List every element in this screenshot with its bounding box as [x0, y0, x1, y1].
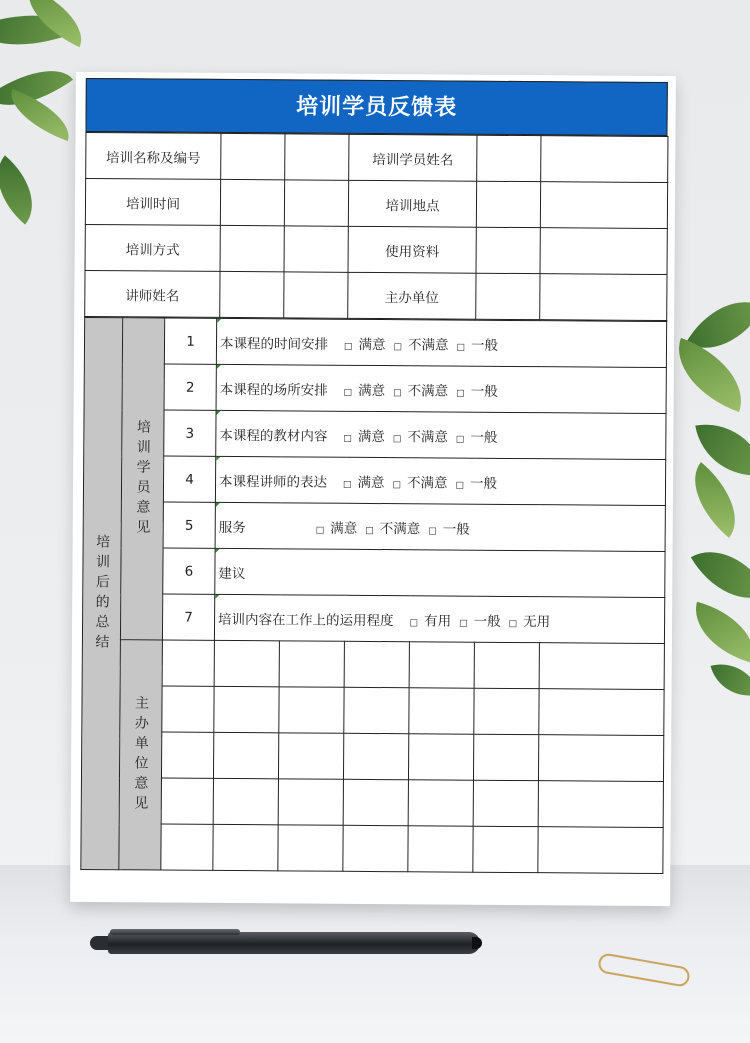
question-text: 培训内容在工作上的运用程度 [218, 611, 394, 629]
organizer-row [82, 639, 664, 689]
question-row [84, 409, 666, 459]
organizer-input-cell[interactable] [539, 689, 664, 736]
checkbox-option[interactable] [393, 333, 456, 353]
organizer-input-cell[interactable] [344, 641, 409, 687]
info-value-cell[interactable] [220, 271, 284, 317]
organizer-input-cell[interactable] [343, 825, 408, 871]
organizer-input-cell[interactable] [213, 824, 278, 870]
checkbox-icon[interactable]: □ [343, 433, 352, 444]
checkbox-icon[interactable]: □ [428, 525, 437, 536]
question-row [84, 317, 666, 367]
checkbox-option[interactable] [410, 609, 460, 629]
question-text: 本课程的场所安排 [219, 381, 328, 399]
info-value-cell[interactable] [540, 182, 667, 229]
option-label: 不满意 [407, 428, 448, 446]
checkbox-option[interactable] [428, 517, 478, 537]
option-label: 满意 [330, 520, 358, 537]
organizer-row [81, 823, 663, 873]
organizer-input-cell[interactable] [214, 640, 279, 686]
checkbox-icon[interactable]: □ [392, 479, 402, 490]
organizer-input-cell[interactable] [161, 778, 213, 824]
option-label: 一般 [470, 337, 499, 354]
question-number: 7 [162, 594, 214, 640]
question-cell [216, 364, 666, 413]
organizer-input-cell[interactable] [408, 826, 473, 872]
info-value-cell[interactable] [476, 227, 540, 273]
checkbox-option[interactable] [459, 609, 509, 629]
organizer-input-cell[interactable] [343, 779, 408, 825]
checkbox-option[interactable] [343, 470, 393, 490]
info-value-cell[interactable] [284, 180, 348, 226]
info-label: 培训时间 [85, 178, 220, 225]
organizer-input-cell[interactable] [408, 780, 473, 826]
organizer-input-cell[interactable] [213, 732, 278, 778]
organizer-row [81, 777, 663, 827]
info-value-cell[interactable] [476, 181, 540, 227]
question-number: 1 [164, 318, 216, 364]
question-cell [215, 502, 665, 551]
organizer-input-cell[interactable] [279, 687, 344, 733]
option-label: 不满意 [407, 382, 449, 400]
organizer-input-cell[interactable] [408, 734, 473, 780]
organizer-input-cell[interactable] [538, 827, 663, 874]
info-label: 使用资料 [348, 226, 476, 273]
student-opinion-label: 培训学员意见 [120, 318, 164, 640]
info-value-cell[interactable] [221, 133, 285, 179]
option-label: 一般 [470, 383, 498, 400]
question-cell [215, 456, 665, 505]
info-label: 培训学员姓名 [349, 134, 477, 181]
question-row [83, 501, 665, 551]
checkbox-option[interactable] [344, 332, 394, 352]
form-title: 培训学员反馈表 [85, 78, 667, 136]
organizer-opinion-label: 主办单位意见 [119, 640, 163, 870]
checkbox-option[interactable] [456, 379, 506, 399]
question-text: 服务 [218, 519, 246, 536]
organizer-input-cell[interactable] [278, 733, 343, 779]
info-value-cell[interactable] [540, 274, 667, 321]
option-label: 无用 [523, 613, 551, 630]
organizer-input-cell[interactable] [474, 642, 539, 688]
question-row [83, 455, 665, 505]
checkbox-icon[interactable]: □ [342, 479, 352, 490]
organizer-input-cell[interactable] [343, 733, 408, 779]
info-label: 培训方式 [85, 224, 220, 271]
info-value-cell[interactable] [284, 226, 348, 272]
paper-sheet [70, 72, 676, 906]
question-number: 5 [163, 502, 215, 548]
checkbox-icon[interactable]: □ [455, 434, 465, 445]
organizer-row [82, 685, 664, 735]
organizer-input-cell[interactable] [161, 732, 213, 778]
option-label: 不满意 [407, 474, 448, 492]
info-row [85, 224, 667, 274]
organizer-input-cell[interactable] [538, 781, 663, 828]
option-label: 一般 [473, 613, 501, 630]
checkbox-option[interactable] [344, 378, 394, 398]
info-value-cell[interactable] [284, 272, 348, 318]
question-number: 4 [163, 456, 215, 502]
feedback-form [80, 78, 668, 874]
checkbox-option[interactable] [456, 471, 506, 491]
info-value-cell[interactable] [541, 136, 668, 183]
organizer-input-cell[interactable] [278, 779, 343, 825]
checkbox-icon[interactable]: □ [456, 342, 466, 353]
checkbox-icon[interactable]: □ [343, 387, 353, 398]
checkbox-icon[interactable]: □ [409, 617, 419, 628]
option-label: 一般 [442, 520, 470, 538]
question-number: 2 [164, 364, 216, 410]
organizer-row [81, 731, 663, 781]
option-label: 不满意 [407, 336, 449, 354]
organizer-input-cell[interactable] [473, 826, 538, 872]
question-cell [216, 410, 666, 459]
info-label: 培训地点 [348, 180, 476, 227]
option-label: 一般 [470, 429, 498, 446]
question-row [83, 547, 665, 597]
option-label: 满意 [358, 382, 386, 399]
question-text: 建议 [218, 565, 246, 582]
checkbox-icon[interactable]: □ [455, 480, 465, 491]
checkbox-option[interactable] [509, 609, 559, 629]
checkbox-option[interactable] [393, 471, 456, 491]
option-label: 有用 [424, 612, 452, 630]
question-cell [214, 594, 664, 643]
checkbox-icon[interactable]: □ [343, 341, 353, 352]
checkbox-icon[interactable]: □ [393, 387, 402, 398]
organizer-input-cell[interactable] [279, 641, 344, 687]
checkbox-option[interactable] [393, 379, 456, 399]
organizer-input-cell[interactable] [474, 688, 539, 734]
option-label: 不满意 [379, 520, 421, 537]
question-number: 3 [164, 410, 216, 456]
info-value-cell[interactable] [220, 225, 284, 271]
checkbox-option[interactable] [456, 425, 506, 445]
info-value-cell[interactable] [220, 179, 284, 225]
question-cell [215, 548, 665, 597]
organizer-input-cell[interactable] [344, 687, 409, 733]
checkbox-icon[interactable]: □ [392, 433, 402, 444]
option-label: 满意 [357, 474, 385, 491]
checkbox-option[interactable] [343, 424, 393, 444]
organizer-input-cell[interactable] [409, 642, 474, 688]
checkbox-option[interactable] [365, 516, 428, 536]
question-cell [216, 318, 666, 367]
info-label: 讲师姓名 [85, 270, 220, 317]
organizer-input-cell[interactable] [409, 688, 474, 734]
question-text: 本课程的时间安排 [219, 335, 329, 353]
organizer-input-cell[interactable] [473, 780, 538, 826]
option-label: 满意 [358, 336, 386, 353]
checkbox-icon[interactable]: □ [365, 525, 374, 536]
question-row [82, 593, 664, 643]
question-row [84, 363, 666, 413]
organizer-input-cell[interactable] [539, 643, 664, 690]
option-label: 满意 [357, 428, 385, 445]
info-value-cell[interactable] [285, 134, 349, 180]
feedback-table [80, 317, 667, 874]
organizer-input-cell[interactable] [162, 640, 214, 686]
info-table [84, 132, 668, 321]
info-value-cell[interactable] [540, 228, 667, 275]
question-text: 本课程讲师的表达 [218, 473, 328, 491]
option-label: 一般 [470, 475, 498, 492]
organizer-input-cell[interactable] [214, 686, 279, 732]
checkbox-icon[interactable]: □ [456, 388, 465, 399]
info-row [85, 178, 667, 228]
checkbox-option[interactable] [393, 425, 456, 445]
info-value-cell[interactable] [477, 135, 541, 181]
info-label: 培训名称及编号 [86, 132, 221, 179]
organizer-input-cell[interactable] [213, 778, 278, 824]
checkbox-icon[interactable]: □ [315, 525, 325, 536]
question-text: 本课程的教材内容 [219, 427, 328, 445]
checkbox-icon[interactable]: □ [459, 618, 468, 629]
checkbox-icon[interactable]: □ [508, 618, 518, 629]
info-row [85, 270, 667, 320]
checkbox-option[interactable] [316, 516, 366, 536]
info-value-cell[interactable] [476, 273, 540, 319]
organizer-input-cell[interactable] [538, 735, 663, 782]
question-number: 6 [163, 548, 215, 594]
info-row [86, 132, 668, 182]
checkbox-option[interactable] [456, 333, 506, 353]
summary-label: 培训后的总结 [81, 317, 123, 869]
checkbox-icon[interactable]: □ [393, 341, 403, 352]
info-label: 主办单位 [348, 272, 476, 319]
organizer-input-cell[interactable] [161, 824, 213, 870]
organizer-input-cell[interactable] [278, 825, 343, 871]
organizer-input-cell[interactable] [473, 734, 538, 780]
organizer-input-cell[interactable] [162, 686, 214, 732]
